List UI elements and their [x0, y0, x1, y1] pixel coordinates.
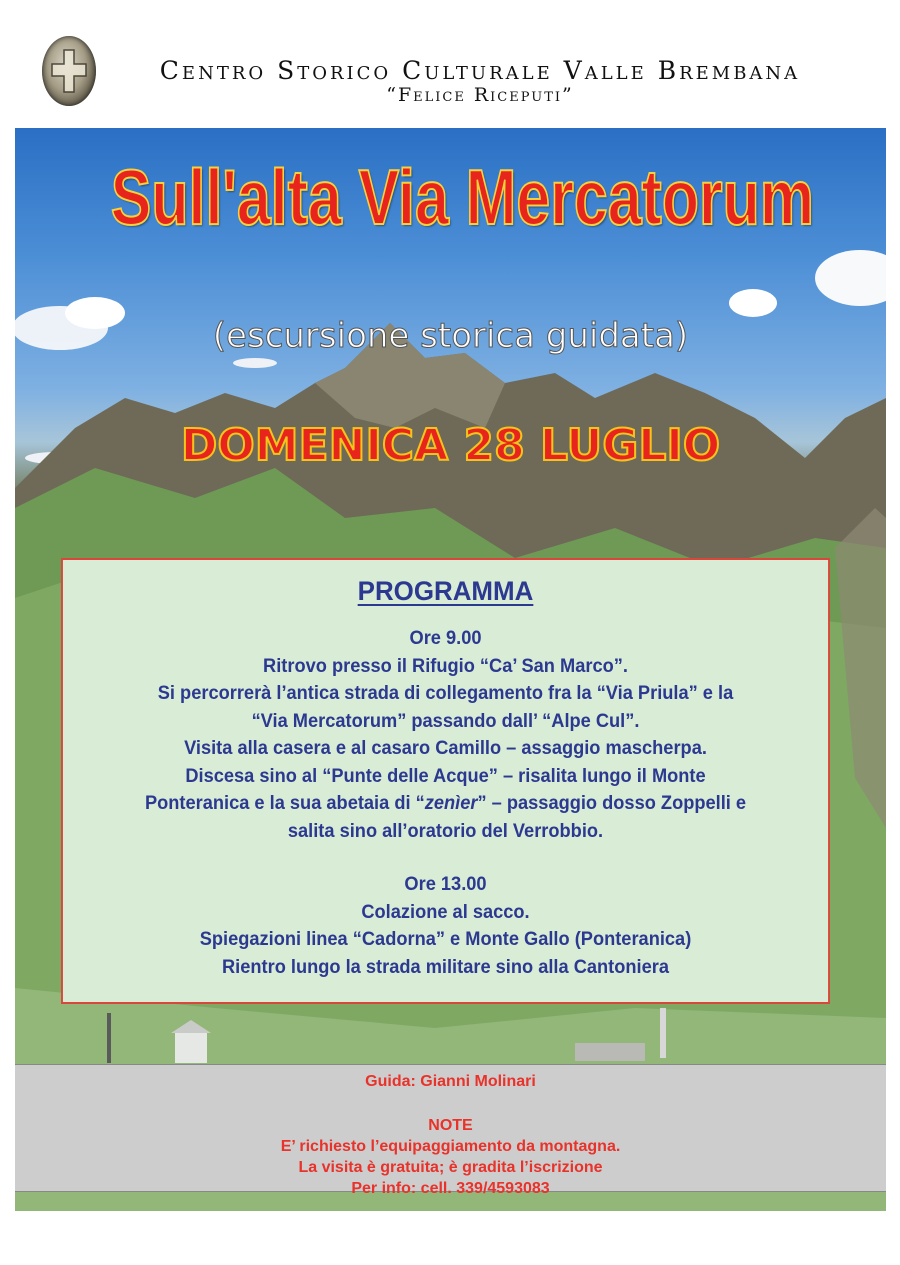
- guide-name: Guida: Gianni Molinari: [365, 1073, 536, 1090]
- poster-title: Sull'alta Via Mercatorum: [110, 153, 814, 241]
- program-line: Ponteranica e la sua abetaia di “zenìer” – passaggio dosso Zoppelli e: [144, 793, 747, 814]
- note-line: Per info: cell. 339/4593083: [351, 1180, 550, 1197]
- program-line: Si percorrerà l’antica strada di collegamento fra la “Via Priula” e la: [157, 683, 734, 704]
- poster-photo: [15, 128, 886, 1211]
- program-line: Colazione al sacco.: [361, 901, 530, 923]
- notes-heading: NOTE: [428, 1117, 473, 1134]
- program-box: [61, 558, 830, 1004]
- info-panel: [15, 1064, 886, 1197]
- program-line: Discesa sino al “Punte delle Acque” – risalita lungo il Monte: [185, 765, 706, 787]
- org-name: Centro Storico Culturale Valle Brembana: [159, 56, 801, 85]
- org-logo: [42, 36, 96, 106]
- note-line: La visita è gratuita; è gradita l’iscrizione: [298, 1159, 603, 1176]
- program-line: Ritrovo presso il Rifugio “Ca’ San Marco”.: [263, 655, 628, 677]
- program-line: Visita alla casera e al casaro Camillo – assaggio mascherpa.: [184, 738, 707, 759]
- event-date: DOMENICA 28 LUGLIO: [180, 420, 721, 471]
- note-line: E’ richiesto l’equipaggiamento da montagna.: [280, 1138, 621, 1155]
- program-line: Ore 9.00: [409, 628, 482, 649]
- poster-subtitle: (escursione storica guidata): [212, 316, 689, 356]
- program-lines: [63, 625, 828, 981]
- program-heading: PROGRAMMA: [357, 576, 534, 606]
- org-subtitle: “Felice Riceputi”: [386, 84, 574, 106]
- program-line: “Via Mercatorum” passando dall’ “Alpe Cul”.: [251, 710, 640, 732]
- program-line: Ore 13.00: [404, 874, 487, 895]
- program-line: salita sino all’oratorio del Verrobbio.: [287, 820, 604, 842]
- program-line: Spiegazioni linea “Cadorna” e Monte Gallo (Ponteranica): [199, 929, 692, 950]
- program-line: Rientro lungo la strada militare sino alla Cantoniera: [222, 956, 669, 978]
